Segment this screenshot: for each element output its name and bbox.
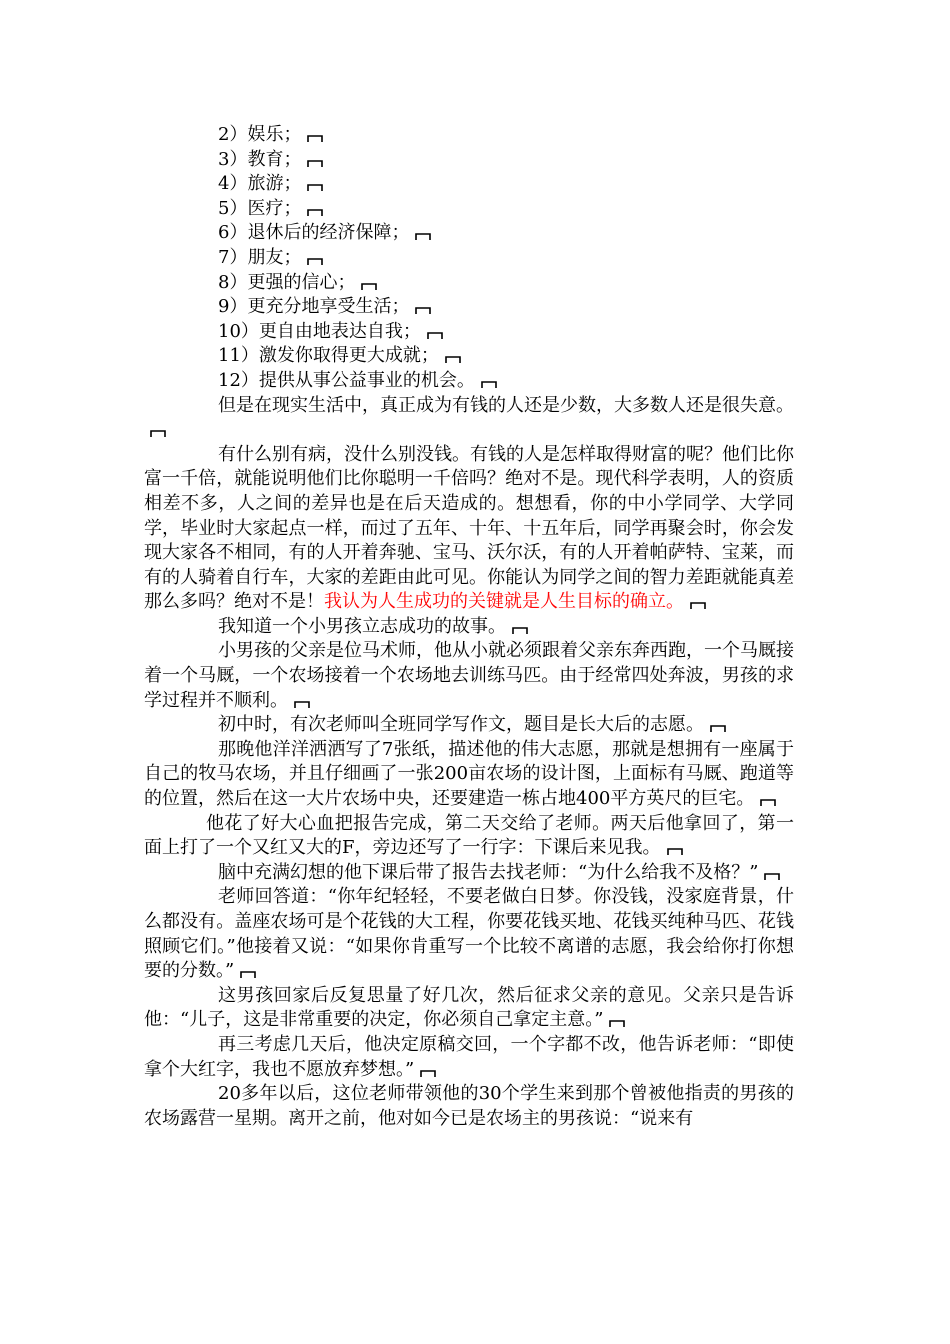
paragraph-mark-icon: [764, 871, 780, 881]
paragraph: [144, 984, 794, 1033]
paragraph: [144, 861, 794, 886]
paragraph-mark-icon: [240, 969, 256, 979]
list-item: [144, 344, 794, 369]
paragraph-mark-icon: [427, 330, 443, 340]
paragraph-text: 11）激发你取得更大成就；: [218, 345, 439, 367]
paragraph: [144, 615, 794, 640]
paragraph-mark-icon: [415, 231, 431, 241]
paragraph-mark-icon: [760, 797, 776, 807]
paragraph-text: 6）退休后的经济保障；: [218, 222, 410, 244]
paragraph-mark-icon: [307, 133, 323, 143]
paragraph-text: 这男孩回家后反复思量了好几次，然后征求父亲的意见。父亲只是告诉他：“儿子，这是非常重要的决定，你必须自己拿定主意。”: [144, 984, 794, 1031]
paragraph: [144, 738, 794, 812]
paragraph-text: 我知道一个小男孩立志成功的故事。: [218, 615, 506, 637]
paragraph-text: 3）教育；: [218, 148, 302, 170]
paragraph-mark-icon: [307, 207, 323, 217]
paragraph-mark-icon: [667, 846, 683, 856]
list-item: [144, 123, 794, 148]
paragraph: [144, 812, 794, 861]
list-item: [144, 369, 794, 394]
paragraph: [144, 443, 794, 615]
paragraph-mark-icon: [294, 699, 310, 709]
paragraph-text: 9）更充分地享受生活；: [218, 296, 410, 318]
paragraph-text: 4）旅游；: [218, 173, 302, 195]
paragraph-mark-icon: [307, 182, 323, 192]
paragraph-mark-icon: [150, 428, 166, 438]
paragraph-mark-icon: [307, 158, 323, 168]
paragraph-mark-icon: [420, 1068, 436, 1078]
paragraph-mark-icon: [609, 1018, 625, 1028]
paragraph-mark-icon: [307, 256, 323, 266]
document-body: [144, 123, 794, 1131]
paragraph-text: 7）朋友；: [218, 246, 302, 268]
paragraph-text: 12）提供从事公益事业的机会。: [218, 369, 475, 391]
paragraph-mark-icon: [481, 379, 497, 389]
list-item: [144, 295, 794, 320]
paragraph-text: 8）更强的信心；: [218, 271, 356, 293]
list-item: [144, 246, 794, 271]
paragraph-mark-icon: [361, 281, 377, 291]
paragraph-text: 有什么别有病，没什么别没钱。有钱的人是怎样取得财富的呢？他们比你富一千倍，就能说明他们比你聪明一千倍吗？绝对不是。现代科学表明，人的资质相差不多，人之间的差异也是在后天造成的。想想看，你的中小学同学、大学同学，毕业时大家起点一样，而过了五年、十年、十五年后，同学再聚会时，你会发现大家各不相同，有的人开着奔驰、宝马、沃尔沃，有的人开着帕萨特、宝莱，而有的人骑着自行车，大家的差距由此可见。你能认为同学之间的智力差距就能真差那么多吗？绝对不是！: [144, 443, 794, 613]
list-item: [144, 271, 794, 296]
paragraph-text: 5）医疗；: [218, 197, 302, 219]
paragraph-text: 他花了好大心血把报告完成，第二天交给了老师。两天后他拿回了，第一面上打了一个又红又大的F，旁边还写了一行字：下课后来见我。: [144, 812, 794, 859]
paragraph-mark-icon: [415, 305, 431, 315]
paragraph-mark-icon: [445, 354, 461, 364]
paragraph-text: 再三考虑几天后，他决定原稿交回，一个字都不改，他告诉老师：“即使拿个大红字，我也不愿放弃梦想。”: [144, 1033, 794, 1080]
list-item: [144, 172, 794, 197]
paragraph-mark-icon: [690, 600, 706, 610]
list-item: [144, 148, 794, 173]
paragraph-text: 10）更自由地表达自我；: [218, 320, 421, 342]
paragraph-text: 初中时，有次老师叫全班同学写作文，题目是长大后的志愿。: [218, 714, 704, 736]
paragraph: [144, 639, 794, 713]
list-item: [144, 197, 794, 222]
paragraph-text: 小男孩的父亲是位马术师，他从小就必须跟着父亲东奔西跑，一个马厩接着一个马厩，一个农场接着一个农场地去训练马匹。由于经常四处奔波，男孩的求学过程并不顺利。: [144, 640, 794, 711]
paragraph: [144, 1033, 794, 1082]
paragraph-text: 2）娱乐；: [218, 124, 302, 145]
paragraph-text: 但是在现实生活中，真正成为有钱的人还是少数，大多数人还是很失意。: [218, 394, 794, 416]
highlighted-sentence: 我认为人生成功的关键就是人生目标的确立。: [324, 591, 684, 613]
list-item: [144, 221, 794, 246]
list-item: [144, 320, 794, 345]
paragraph-mark-icon: [512, 625, 528, 635]
paragraph: [144, 885, 794, 983]
paragraph-text: 脑中充满幻想的他下课后带了报告去找老师：“为什么给我不及格？”: [218, 861, 759, 883]
paragraph-mark-icon: [710, 723, 726, 733]
paragraph: [144, 394, 794, 443]
paragraph-text: 老师回答道：“你年纪轻轻，不要老做白日梦。你没钱，没家庭背景，什么都没有。盖座农场可是个花钱的大工程，你要花钱买地、花钱买纯种马匹、花钱照顾它们。”他接着又说：“如果你肯重写一个比较不离谱的志愿，我会给你打你想要的分数。”: [144, 886, 794, 982]
paragraph: [144, 713, 794, 738]
paragraph-text: 那晚他洋洋洒洒写了7张纸，描述他的伟大志愿，那就是想拥有一座属于自己的牧马农场，并且仔细画了一张200亩农场的设计图，上面标有马厩、跑道等的位置，然后在这一大片农场中央，还要建造一栋占地400平方英尺的巨宅。: [144, 738, 794, 810]
paragraph-text: 20多年以后，这位老师带领他的30个学生来到那个曾被他指责的男孩的农场露营一星期。离开之前，他对如今已是农场主的男孩说：“说来有: [144, 1083, 794, 1129]
paragraph: [144, 1082, 794, 1131]
